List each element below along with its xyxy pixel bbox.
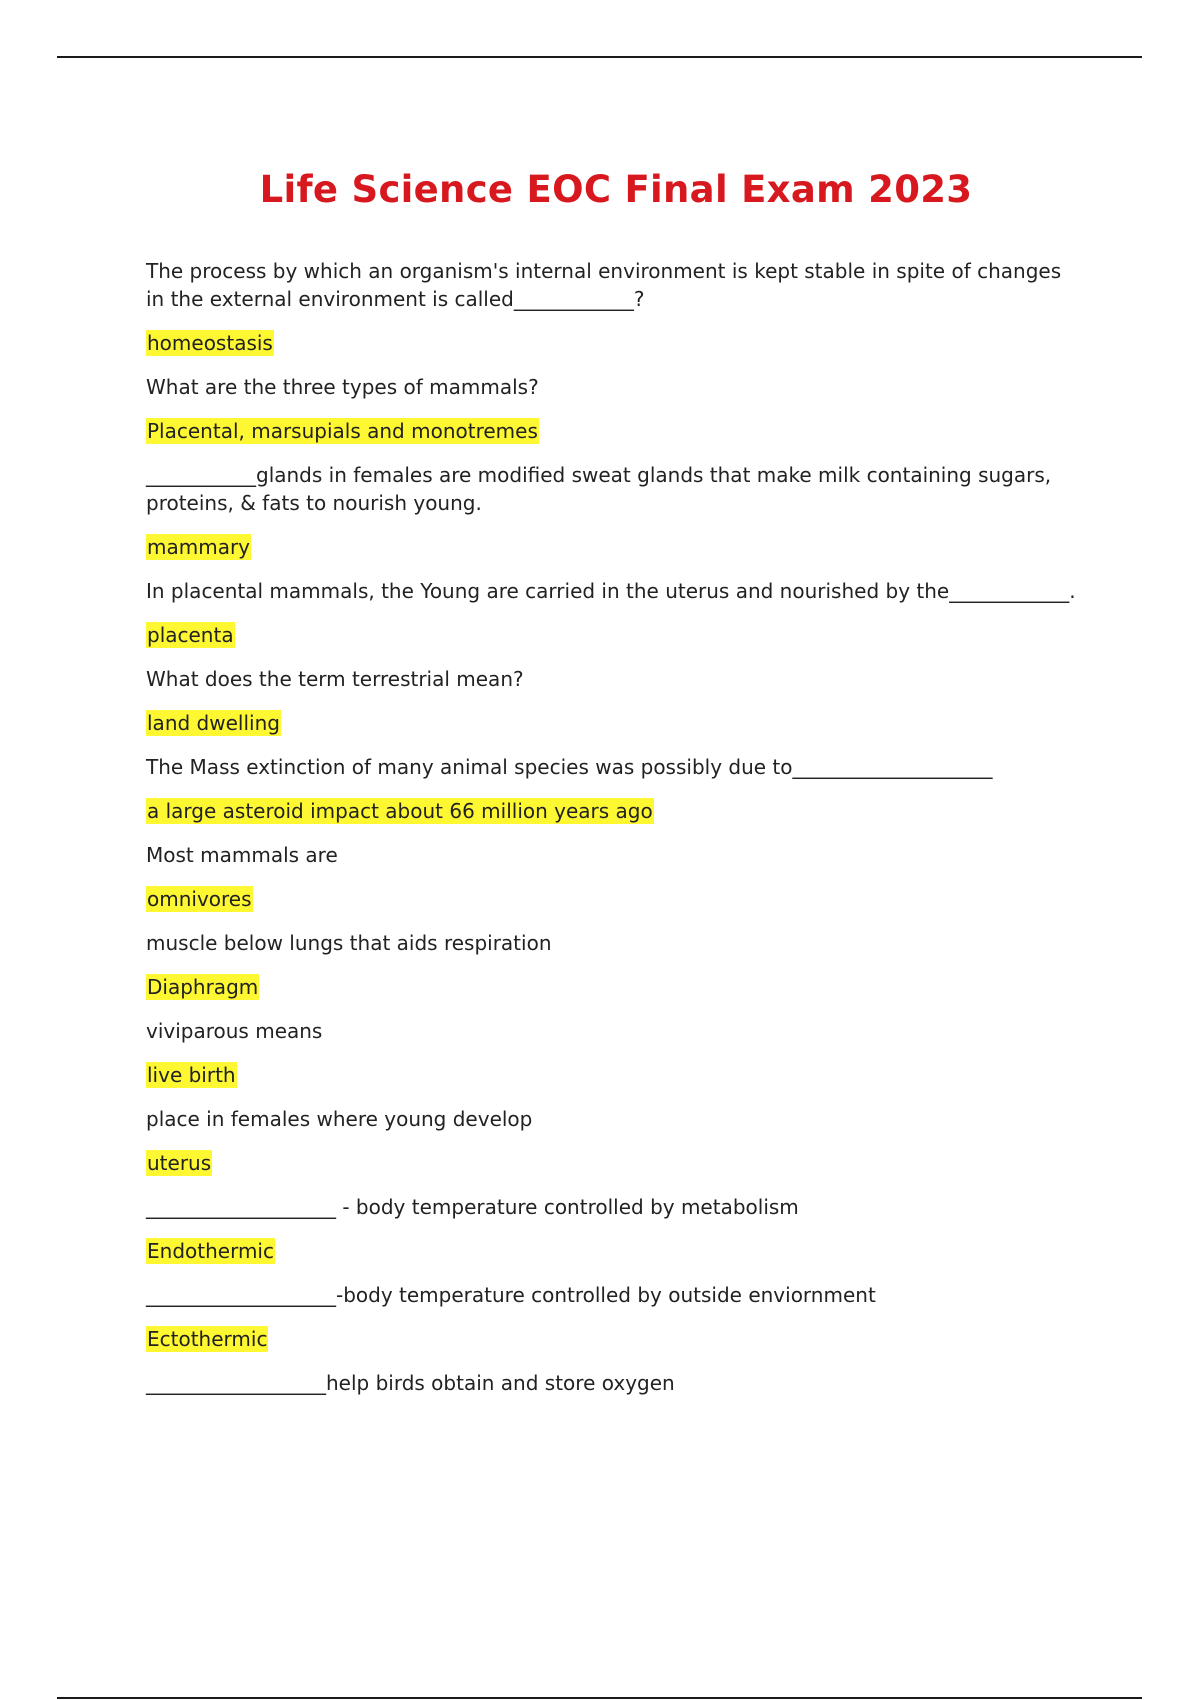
answer-highlight: Ectothermic <box>147 1327 268 1351</box>
answer-10 <box>146 1149 1076 1177</box>
answer-highlight: placenta <box>147 623 234 647</box>
answer-1 <box>146 329 1076 357</box>
question-1: The process by which an organism's internal environment is kept stable in spite of changes in the external environment is called____________? <box>146 259 1062 311</box>
answer-highlight: land dwelling <box>147 711 280 735</box>
question-5: What does the term terrestrial mean? <box>146 667 524 691</box>
bottom-divider <box>57 1697 1142 1699</box>
question-2: What are the three types of mammals? <box>146 375 539 399</box>
answer-6 <box>146 797 1076 825</box>
answer-11 <box>146 1237 1076 1265</box>
question-7: Most mammals are <box>146 843 338 867</box>
answer-3 <box>146 533 1076 561</box>
answer-highlight: live birth <box>147 1063 236 1087</box>
answer-highlight: omnivores <box>147 887 252 911</box>
answer-5 <box>146 709 1076 737</box>
question-list <box>146 257 1076 1413</box>
question-11: ___________________ - body temperature controlled by metabolism <box>146 1195 799 1219</box>
answer-7 <box>146 885 1076 913</box>
question-8: muscle below lungs that aids respiration <box>146 931 552 955</box>
answer-9 <box>146 1061 1076 1089</box>
question-3: ___________glands in females are modified sweat glands that make milk containing sugars, proteins, & fats to nourish young. <box>146 463 1052 515</box>
question-13: __________________help birds obtain and store oxygen <box>146 1371 675 1395</box>
question-9: viviparous means <box>146 1019 323 1043</box>
answer-12 <box>146 1325 1076 1353</box>
document-title: Life Science EOC Final Exam 2023 <box>259 167 973 211</box>
question-4: In placental mammals, the Young are carried in the uterus and nourished by the____________. <box>146 579 1076 603</box>
answer-highlight: homeostasis <box>147 331 273 355</box>
answer-highlight: mammary <box>147 535 251 559</box>
answer-highlight: a large asteroid impact about 66 million years ago <box>147 799 653 823</box>
answer-2 <box>146 417 1076 445</box>
top-divider <box>57 56 1142 58</box>
question-10: place in females where young develop <box>146 1107 533 1131</box>
answer-highlight: Endothermic <box>147 1239 274 1263</box>
answer-highlight: Placental, marsupials and monotremes <box>147 419 538 443</box>
question-12: ___________________-body temperature controlled by outside enviornment <box>146 1283 876 1307</box>
answer-highlight: uterus <box>147 1151 212 1175</box>
question-6: The Mass extinction of many animal species was possibly due to____________________ <box>146 755 993 779</box>
answer-highlight: Diaphragm <box>147 975 259 999</box>
answer-4 <box>146 621 1076 649</box>
answer-8 <box>146 973 1076 1001</box>
